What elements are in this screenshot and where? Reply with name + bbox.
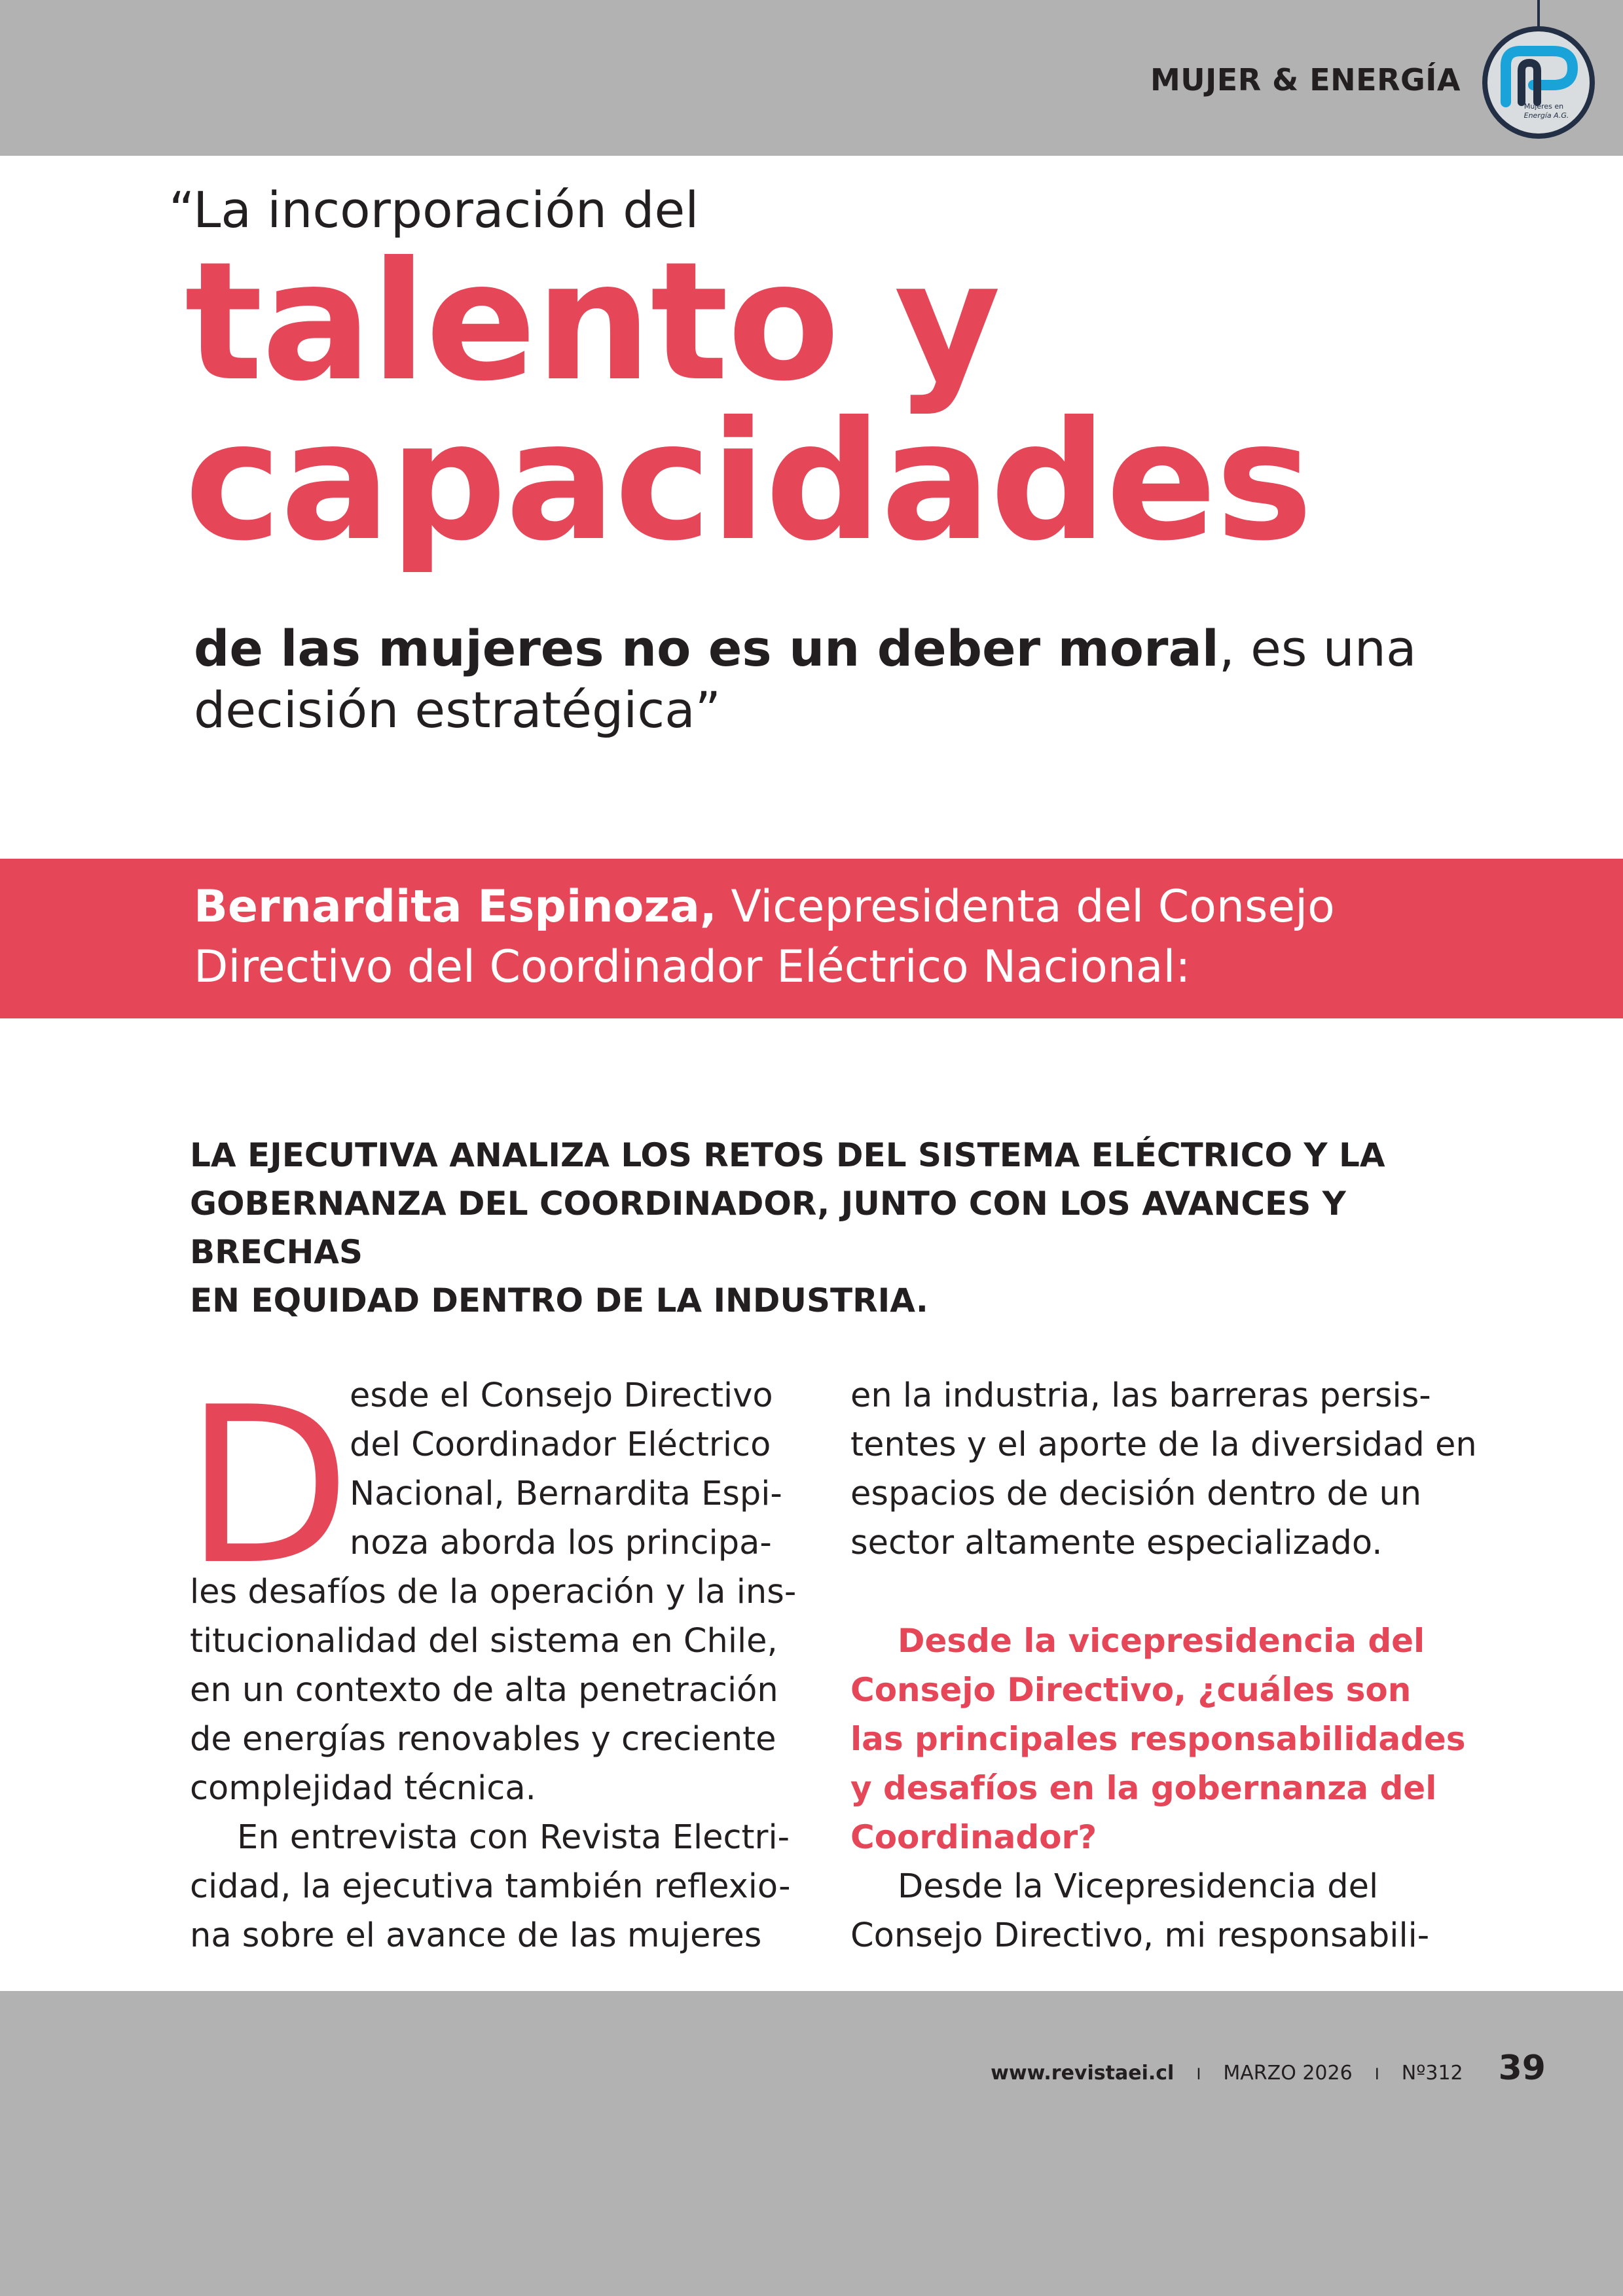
body-line: les desafíos de la operación y la ins-: [190, 1573, 797, 1611]
headline-subline: [194, 618, 1417, 741]
logo-hanger-line: [1537, 0, 1540, 27]
footer-band: [0, 1991, 1623, 2296]
byline-name: Bernardita Espinoza,: [194, 881, 717, 933]
body-line: En entrevista con Revista Electri-: [237, 1818, 790, 1857]
lead-line: GOBERNANZA DEL COORDINADOR, JUNTO CON LOS AVANCES Y BRECHAS: [190, 1185, 1346, 1271]
svg-text:Mujeres en: Mujeres en: [1523, 102, 1564, 111]
paragraph-gap: [850, 1568, 1477, 1617]
byline-role-line2: Directivo del Coordinador Eléctrico Nacional:: [194, 941, 1191, 993]
body-line: tentes y el aporte de la diversidad en: [850, 1426, 1477, 1464]
page-footer: [991, 2049, 1546, 2088]
lead-paragraph: [190, 1131, 1493, 1325]
headline-highlight: [185, 226, 1312, 577]
body-line: de energías renovables y creciente: [190, 1720, 776, 1759]
svg-text:Energía A.G.: Energía A.G.: [1523, 111, 1569, 120]
body-line: Nacional, Bernardita Espi-: [350, 1475, 782, 1513]
headline-highlight-line1: talento y: [185, 226, 1000, 417]
headline-sub-rest: , es una: [1218, 619, 1417, 677]
page-number: 39: [1498, 2049, 1546, 2088]
headline-sub-line2: decisión estratégica”: [194, 681, 721, 739]
body-line: en la industria, las barreras persis-: [850, 1376, 1431, 1415]
body-line: en un contexto de alta penetración: [190, 1671, 778, 1710]
body-line: noza aborda los principa-: [350, 1524, 772, 1562]
footer-url[interactable]: www.revistaei.cl: [991, 2062, 1175, 2085]
interview-question-line: Desde la vicepresidencia del: [898, 1622, 1425, 1660]
body-line: complejidad técnica.: [190, 1769, 536, 1808]
section-label: MUJER & ENERGÍA: [1150, 62, 1461, 98]
body-line: Desde la Vicepresidencia del: [898, 1867, 1379, 1906]
body-column-right: [850, 1371, 1477, 1960]
headline-highlight-line2: capacidades: [185, 386, 1312, 577]
body-line: del Coordinador Eléctrico: [350, 1426, 771, 1464]
lead-line: LA EJECUTIVA ANALIZA LOS RETOS DEL SISTEMA ELÉCTRICO Y LA: [190, 1136, 1385, 1174]
body-column-left: [190, 1371, 796, 1960]
body-line: na sobre el avance de las mujeres: [190, 1916, 762, 1955]
lead-line: EN EQUIDAD DENTRO DE LA INDUSTRIA.: [190, 1282, 928, 1319]
drop-cap: D: [185, 1361, 352, 1612]
byline-role-line1: Vicepresidenta del Consejo: [716, 881, 1335, 933]
headline-quote-open: “La incorporación del: [169, 181, 699, 239]
headline-sub-bold: de las mujeres no es un deber moral: [194, 619, 1219, 677]
mujeres-en-energia-logo: [1481, 25, 1596, 143]
body-line: sector altamente especializado.: [850, 1524, 1383, 1562]
body-line: esde el Consejo Directivo: [350, 1376, 773, 1415]
body-line: Consejo Directivo, mi responsabili-: [850, 1916, 1430, 1955]
footer-issue: Nº312: [1401, 2062, 1463, 2085]
footer-date: MARZO 2026: [1223, 2062, 1353, 2085]
interview-question-line: Coordinador?: [850, 1818, 1097, 1856]
body-line: espacios de decisión dentro de un: [850, 1475, 1422, 1513]
body-line: cidad, la ejecutiva también reflexio-: [190, 1867, 791, 1906]
interview-question-line: y desafíos en la gobernanza del: [850, 1769, 1437, 1807]
interview-question-line: las principales responsabilidades: [850, 1720, 1466, 1758]
footer-separator: I: [1374, 2065, 1379, 2083]
footer-separator: I: [1196, 2065, 1201, 2083]
interview-question-line: Consejo Directivo, ¿cuáles son: [850, 1671, 1412, 1709]
body-line: titucionalidad del sistema en Chile,: [190, 1622, 778, 1660]
byline: [194, 877, 1335, 997]
